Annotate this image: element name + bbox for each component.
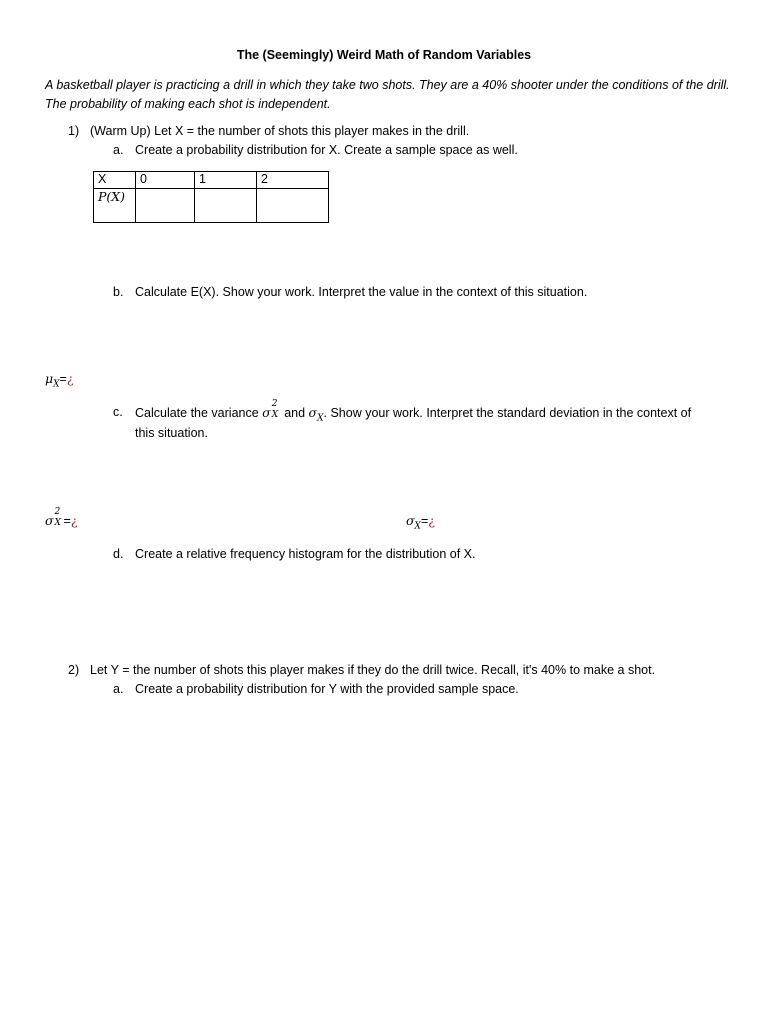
table-cell-p2[interactable] [257, 189, 329, 223]
distribution-table [93, 171, 329, 223]
table-px-label: P(X) [94, 189, 136, 223]
var-superscript: 2 [54, 507, 61, 517]
q2a-text: Create a probability distribution for Y with the provided sample space. [135, 682, 519, 696]
variance-answer [45, 507, 78, 528]
q1-text: (Warm Up) Let X = the number of shots this player makes in the drill. [90, 124, 470, 138]
q1c-text: Calculate the variance σ 2 X and $\sigma_X$. Show your work. Interpret the standard deviation in the context of [135, 399, 692, 424]
table-header-0: 0 [136, 172, 195, 189]
q1c-mid: and [284, 406, 306, 420]
sd-subscript: X [414, 521, 421, 532]
q1c-post: . Show your work. Interpret the standard deviation in the context of [323, 406, 692, 420]
mu-mark: ¿ [66, 371, 74, 386]
q2a-letter: a. [113, 682, 124, 696]
table-header-x: X [94, 172, 136, 189]
q2-text: Let Y = the number of shots this player makes if they do the drill twice. Recall, it's 40% to make a shot. [90, 663, 656, 677]
sd-symbol: σ [406, 513, 415, 528]
q1d-letter: d. [113, 547, 124, 561]
mu-equals: = [59, 372, 67, 386]
page-title: The (Seemingly) Weird Math of Random Variables [236, 48, 532, 62]
var-subscript: X [54, 518, 61, 528]
q1c-letter: c. [113, 405, 123, 419]
sd-answer [406, 513, 435, 532]
var-symbol: σ [45, 513, 54, 528]
q1b-letter: b. [113, 285, 124, 299]
mu-answer [45, 371, 74, 390]
q2-number: 2) [68, 663, 80, 677]
q1b-text: Calculate E(X). Show your work. Interpret the value in the context of this situation. [135, 285, 588, 299]
var-equals: = [63, 514, 71, 528]
mu-symbol: μ [45, 371, 54, 386]
q1d-text: Create a relative frequency histogram for the distribution of X. [135, 547, 476, 561]
q1a-text: Create a probability distribution for X. Create a sample space as well. [135, 143, 518, 157]
sd-equals: = [420, 514, 429, 528]
table-header-2: 2 [257, 172, 329, 189]
q1-number: 1) [68, 124, 80, 138]
table-cell-p1[interactable] [195, 189, 257, 223]
mu-subscript: X [53, 379, 60, 390]
table-header-1: 1 [195, 172, 257, 189]
intro-paragraph: A basketball player is practicing a drill in which they take two shots. They are a 40% shooter under the conditions of the drill. The probability of making each shot is independent. [45, 78, 730, 111]
q1c-line2: this situation. [135, 426, 208, 440]
table-cell-p0[interactable] [136, 189, 195, 223]
var-mark: ¿ [70, 513, 78, 528]
sd-mark: ¿ [428, 513, 435, 528]
q1c-pre: Calculate the variance [135, 406, 259, 420]
q1a-letter: a. [113, 143, 124, 157]
